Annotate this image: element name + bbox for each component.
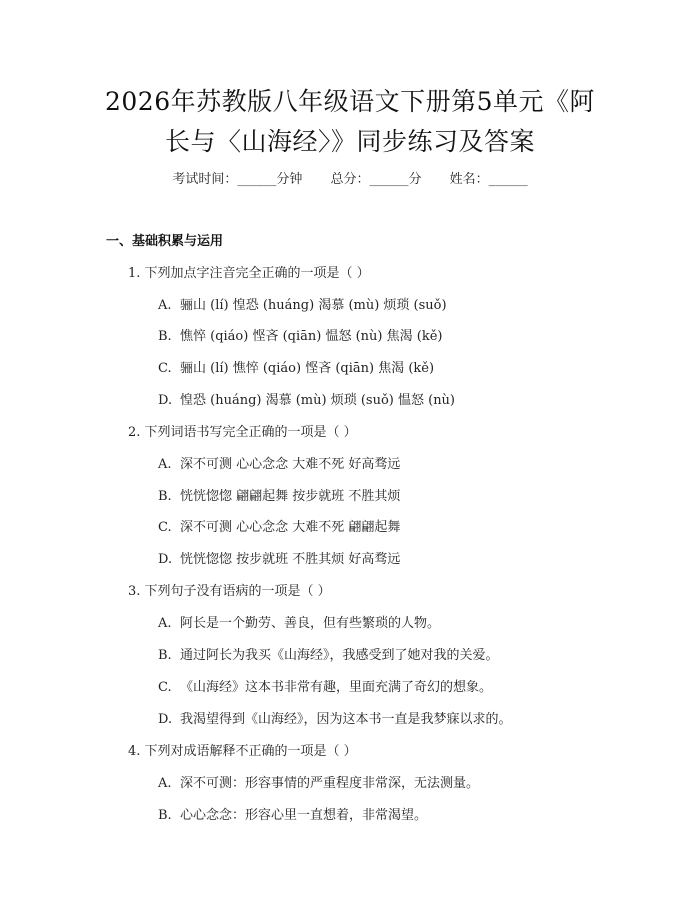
question-1-stem: 1. 下列加点字注音完全正确的一项是（ ） <box>128 266 370 281</box>
student-name-field: 姓名：______ <box>449 172 528 187</box>
option-text: 骊山 (lí) 憔悴 (qiáo) 悭吝 (qiān) 焦渴 (kě) <box>180 361 435 376</box>
option-text: 深不可测：形容事情的严重程度非常深，无法测量。 <box>180 776 480 791</box>
option-letter: C. <box>158 520 172 535</box>
option-letter: B. <box>158 329 172 344</box>
option-letter: D. <box>158 393 173 408</box>
option-letter: B. <box>158 648 172 663</box>
option-letter: C. <box>158 361 172 376</box>
option-text: 憔悴 (qiáo) 悭吝 (qiān) 愠怒 (nù) 焦渴 (kě) <box>180 329 443 344</box>
option-letter: A. <box>158 776 172 791</box>
option-text: 深不可测 心心念念 大难不死 翩翩起舞 <box>180 520 401 535</box>
option-text: 我渴望得到《山海经》，因为这本书一直是我梦寐以求的。 <box>180 712 512 727</box>
section-heading: 一、基础积累与运用 <box>106 234 224 249</box>
question-3-stem: 3. 下列句子没有语病的一项是（ ） <box>128 584 331 599</box>
option-letter: C. <box>158 680 172 695</box>
question-3-option-b <box>158 644 499 663</box>
question-3-option-a <box>158 612 440 631</box>
question-3-option-c <box>158 676 492 695</box>
question-2-stem: 2. 下列词语书写完全正确的一项是（ ） <box>128 425 357 440</box>
question-4-option-a <box>158 772 479 791</box>
option-text: 阿长是一个勤劳、善良，但有些繁琐的人物。 <box>180 616 441 631</box>
option-letter: B. <box>158 808 172 823</box>
option-text: 恍恍惚惚 翩翩起舞 按步就班 不胜其烦 <box>180 489 401 504</box>
option-letter: A. <box>158 457 172 472</box>
question-3-option-d <box>158 708 512 727</box>
title-line-2: 长与〈山海经〉》同步练习及答案 <box>164 127 535 156</box>
option-letter: D. <box>158 552 173 567</box>
option-text: 恍恍惚惚 按步就班 不胜其烦 好高骛远 <box>180 552 401 567</box>
question-1-option-d <box>158 389 455 408</box>
option-text: 《山海经》这本书非常有趣，里面充满了奇幻的想象。 <box>180 680 493 695</box>
question-1-option-b <box>158 325 442 344</box>
total-score-field: 总分：______分 <box>330 172 422 187</box>
question-2-option-c <box>158 516 400 535</box>
question-2-option-b <box>158 485 400 504</box>
option-letter: A. <box>158 616 172 631</box>
question-2-option-d <box>158 548 400 567</box>
option-text: 深不可测 心心念念 大难不死 好高骛远 <box>180 457 401 472</box>
question-4-stem: 4. 下列对成语解释不正确的一项是（ ） <box>128 744 357 759</box>
option-text: 通过阿长为我买《山海经》，我感受到了她对我的关爱。 <box>180 648 499 663</box>
option-letter: B. <box>158 489 172 504</box>
option-letter: A. <box>158 298 172 313</box>
option-text: 心心念念：形容心里一直想着，非常渴望。 <box>180 808 428 823</box>
title-line-1: 2026年苏教版八年级语文下册第5单元《阿 <box>104 87 596 116</box>
option-text: 惶恐 (huáng) 渴慕 (mù) 烦琐 (suǒ) 愠怒 (nù) <box>180 393 456 408</box>
option-letter: D. <box>158 712 173 727</box>
question-2-option-a <box>158 453 400 472</box>
question-1-option-c <box>158 357 434 376</box>
question-4-option-b <box>158 804 427 823</box>
question-1-option-a <box>158 294 447 313</box>
exam-time-field: 考试时间：______分钟 <box>172 172 303 187</box>
exam-info <box>0 168 700 187</box>
document-title <box>0 82 700 162</box>
option-text: 骊山 (lí) 惶恐 (huáng) 渴慕 (mù) 烦琐 (suǒ) <box>180 298 447 313</box>
